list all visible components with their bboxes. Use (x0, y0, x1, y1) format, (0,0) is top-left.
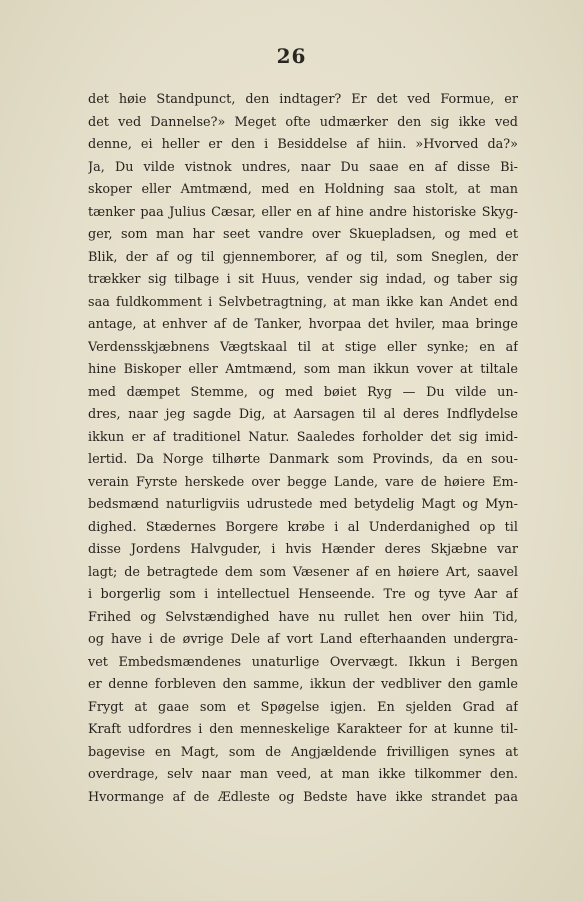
text-line: er denne forbleven den samme, ikkun der vedbliver den gamle (88, 677, 518, 692)
text-line: Verdensskjæbnens Vægtskaal til at stige eller synke; en af (88, 339, 518, 355)
text-line: og have i de øvrige Dele af vort Land efterhaanden undergra- (88, 632, 518, 647)
text-line: ger, som man har seet vandre over Skuepladsen, og med et (88, 227, 518, 242)
text-line: dres, naar jeg sagde Dig, at Aarsagen til al deres Indflydelse (88, 407, 518, 422)
text-line: med dæmpet Stemme, og med bøiet Ryg — Du vilde un- (88, 384, 518, 400)
text-line: tænker paa Julius Cæsar, eller en af hine andre historiske Skyg- (88, 204, 518, 220)
text-line: dighed. Stædernes Borgere krøbe i al Underdanighed op til (88, 519, 518, 535)
text-line: lertid. Da Norge tilhørte Danmark som Provinds, da en sou- (88, 452, 518, 467)
text-line: hine Biskoper eller Amtmænd, som man ikkun vover at tiltale (88, 362, 518, 377)
text-line: ikkun er af traditionel Natur. Saaledes forholder det sig imid- (88, 429, 518, 445)
text-line: vet Embedsmændenes unaturlige Overvægt. Ikkun i Bergen (88, 654, 518, 670)
text-line: lagt; de betragtede dem som Væsener af en høiere Art, saavel (88, 564, 518, 580)
text-line: antage, at enhver af de Tanker, hvorpaa det hviler, maa bringe (88, 317, 518, 332)
text-line: skoper eller Amtmænd, med en Holdning saa stolt, at man (88, 182, 518, 197)
text-line: det høie Standpunct, den indtager? Er det ved Formue, er (88, 92, 518, 107)
text-line: disse Jordens Halvguder, i hvis Hænder deres Skjæbne var (88, 542, 518, 557)
page-number: 26 (276, 44, 307, 68)
text-line: denne, ei heller er den i Besiddelse af hiin. »Hvorved da?» (88, 137, 518, 152)
text-line: bagevise en Magt, som de Angjældende frivilligen synes at (88, 744, 518, 760)
text-line: bedsmænd naturligviis udrustede med betydelig Magt og Myn- (88, 497, 518, 512)
text-line: det ved Dannelse?» Meget ofte udmærker den sig ikke ved (88, 114, 518, 130)
text-line: overdrage, selv naar man veed, at man ikke tilkommer den. (88, 767, 518, 782)
body-text (88, 89, 518, 809)
text-line: Frygt at gaae som et Spøgelse igjen. En sjelden Grad af (88, 699, 518, 715)
text-line: Blik, der af og til gjennemborer, af og til, som Sneglen, der (88, 249, 518, 265)
text-line: Kraft udfordres i den menneskelige Karakteer for at kunne til- (88, 722, 518, 737)
text-line: i borgerlig som i intellectuel Henseende. Tre og tyve Aar af (88, 587, 518, 602)
text-line: verain Fyrste herskede over begge Lande, vare de høiere Em- (88, 474, 518, 490)
text-line: trækker sig tilbage i sit Huus, vender sig indad, og taber sig (88, 272, 518, 287)
text-line: Ja, Du vilde vistnok undres, naar Du saae en af disse Bi- (88, 159, 518, 175)
text-line: saa fuldkomment i Selvbetragtning, at man ikke kan Andet end (88, 294, 518, 310)
text-line: Hvormange af de Ædleste og Bedste have ikke strandet paa (88, 789, 518, 805)
text-line: Frihed og Selvstændighed have nu rullet hen over hiin Tid, (88, 609, 518, 625)
